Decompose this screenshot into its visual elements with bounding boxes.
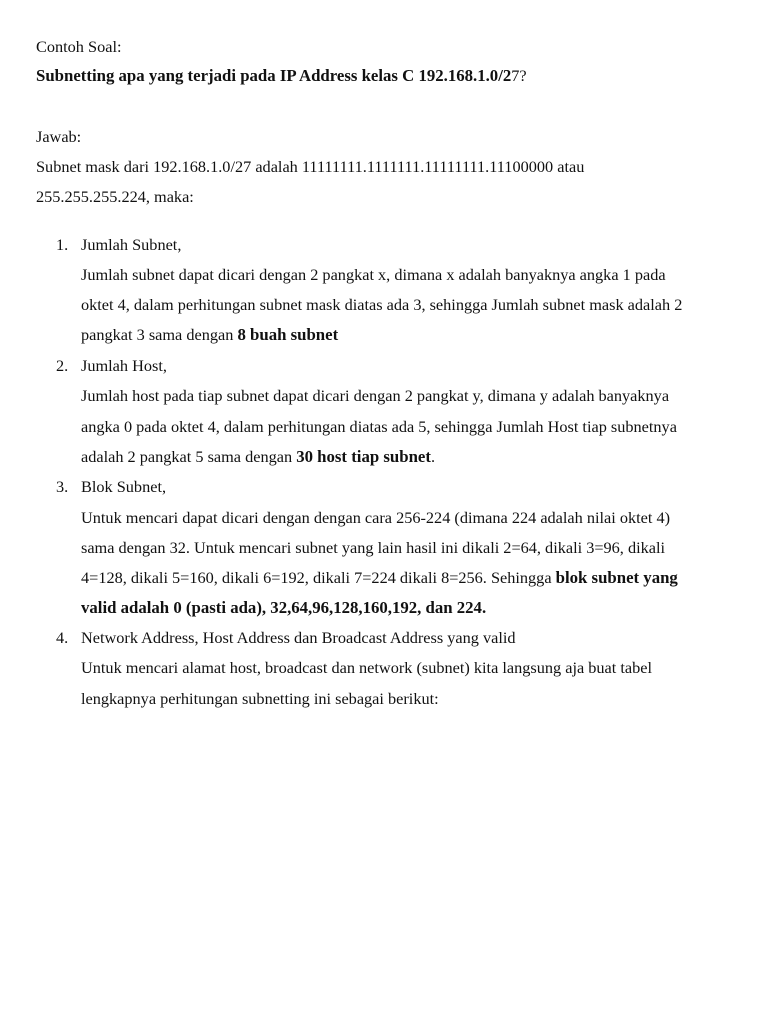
- answer-intro-line2: 255.255.255.224, maka:: [36, 187, 194, 206]
- list-item-text: [81, 447, 435, 467]
- question-bold-text: Subnetting apa yang terjadi pada IP Address kelas C 192.168.1.0/2: [36, 66, 512, 85]
- list-item-text: Jumlah subnet dapat dicari dengan 2 pangkat x, dimana x adalah banyaknya angka 1 pada: [81, 265, 666, 284]
- list-item-title: Network Address, Host Address dan Broadcast Address yang valid: [81, 628, 516, 647]
- list-item-text: Untuk mencari dapat dicari dengan dengan cara 256-224 (dimana 224 adalah nilai oktet 4): [81, 508, 671, 527]
- answer-label: Jawab:: [36, 127, 82, 146]
- list-item-text-part: pangkat 3 sama dengan: [81, 325, 238, 344]
- list-item-number: 4.: [56, 628, 69, 647]
- list-item-number: 2.: [56, 356, 69, 375]
- list-item-number: 1.: [56, 235, 69, 254]
- question-heading: [36, 66, 527, 86]
- list-item-title: Jumlah Subnet,: [81, 235, 182, 254]
- list-item-text: lengkapnya perhitungan subnetting ini sebagai berikut:: [81, 689, 439, 708]
- list-item-emphasis: blok subnet yang: [555, 568, 678, 587]
- list-item-text-part: 4=128, dikali 5=160, dikali 6=192, dikali 7=224 dikali 8=256. Sehingga: [81, 568, 556, 587]
- answer-intro-line1: Subnet mask dari 192.168.1.0/27 adalah 11111111.1111111.11111111.11100000 atau: [36, 157, 585, 176]
- list-item-text: oktet 4, dalam perhitungan subnet mask diatas ada 3, sehingga Jumlah subnet mask adalah 2: [81, 295, 683, 314]
- list-item-text: Untuk mencari alamat host, broadcast dan network (subnet) kita langsung aja buat tabel: [81, 658, 653, 677]
- list-item-text: angka 0 pada oktet 4, dalam perhitungan diatas ada 5, sehingga Jumlah Host tiap subnetnya: [81, 417, 677, 436]
- list-item-text: sama dengan 32. Untuk mencari subnet yang lain hasil ini dikali 2=64, dikali 3=96, dikali: [81, 538, 666, 557]
- list-item-emphasis: 30 host tiap subnet: [296, 447, 431, 466]
- list-item-title: Blok Subnet,: [81, 477, 167, 496]
- list-item-text: [81, 325, 338, 345]
- list-item-emphasis: 8 buah subnet: [237, 325, 339, 344]
- list-item-text-part: .: [430, 447, 436, 466]
- list-item-text: Jumlah host pada tiap subnet dapat dicari dengan 2 pangkat y, dimana y adalah banyaknya: [81, 386, 670, 405]
- list-item-title: Jumlah Host,: [81, 356, 167, 375]
- list-item-emphasis-line: valid adalah 0 (pasti ada), 32,64,96,128,160,192, dan 224.: [81, 598, 487, 617]
- list-item-text-part: adalah 2 pangkat 5 sama dengan: [81, 447, 297, 466]
- question-tail-text: 7?: [511, 66, 527, 85]
- list-item-number: 3.: [56, 477, 69, 496]
- example-label: Contoh Soal:: [36, 37, 122, 56]
- list-item-text: [81, 568, 678, 588]
